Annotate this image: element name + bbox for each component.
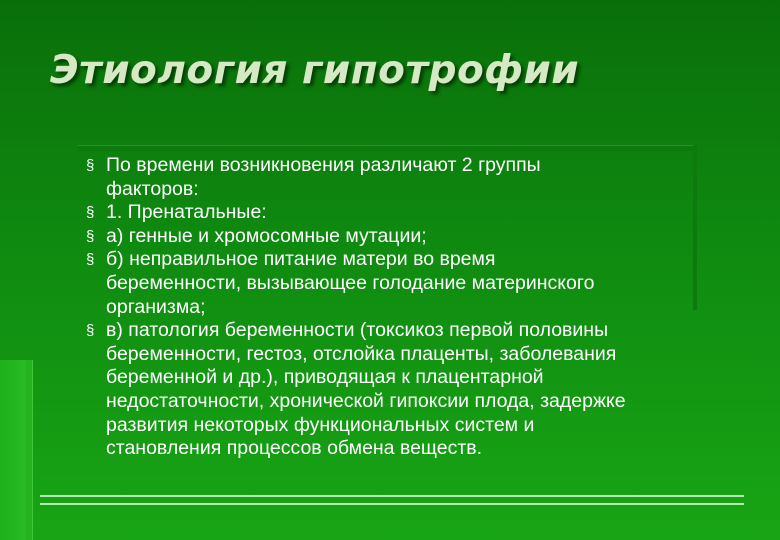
- bullet-text-line: По времени возникновения различают 2 группы: [106, 154, 541, 176]
- bullet-marker-icon: §: [86, 227, 95, 245]
- bullet-text-line: недостаточности, хронической гипоксии плода, задержке: [106, 389, 626, 412]
- bullet-text-line: беременности, гестоз, отслойка плаценты, заболевания: [106, 342, 617, 365]
- frame-left-line: [26, 360, 33, 540]
- bullet-text-line: факторов:: [106, 177, 199, 200]
- bullet-item: [86, 154, 746, 201]
- bullet-item: [86, 201, 746, 225]
- frame-left-shade: [0, 360, 26, 540]
- bullet-item: [86, 319, 746, 461]
- bullet-marker-icon: §: [86, 204, 95, 222]
- bullet-text-line: б) неправильное питание матери во время: [106, 248, 496, 271]
- bottom-rule-line: [40, 503, 744, 505]
- bullet-marker-icon: §: [86, 322, 95, 340]
- bullet-text-line: становления процессов обмена веществ.: [106, 437, 483, 460]
- bullet-item: [86, 248, 746, 319]
- bullet-text-line: беременной и др.), приводящая к плацентарной: [106, 366, 544, 389]
- bullet-text-line: развития некоторых функциональных систем и: [106, 413, 535, 436]
- slide-title: Этиология гипотрофии: [50, 48, 580, 93]
- bullet-text-line: а) генные и хромосомные мутации;: [106, 224, 427, 247]
- bullet-marker-icon: §: [86, 157, 95, 174]
- bullet-marker-icon: §: [86, 251, 95, 269]
- bullet-item: [86, 225, 746, 249]
- bullet-list: [86, 154, 746, 461]
- bullet-text-line: в) патология беременности (токсикоз первой половины: [106, 319, 609, 342]
- bullet-text-line: беременности, вызывающее голодание материнского: [106, 271, 595, 294]
- frame-top-line: [78, 145, 696, 151]
- bottom-rule-line: [40, 495, 744, 497]
- bullet-text-line: организма;: [106, 295, 206, 318]
- bullet-text-line: 1. Пренатальные:: [106, 201, 267, 224]
